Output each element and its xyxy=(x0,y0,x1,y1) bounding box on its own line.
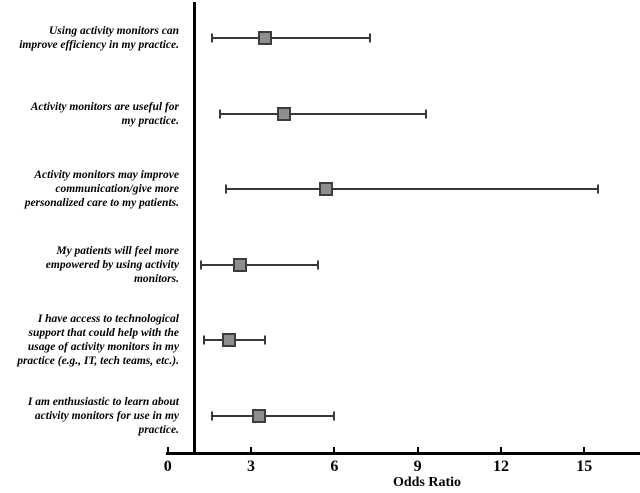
odds-ratio-marker xyxy=(233,258,247,272)
x-axis-tick xyxy=(417,447,419,452)
x-axis-tick-label: 3 xyxy=(247,458,255,475)
ci-whisker xyxy=(201,264,318,266)
ci-cap-high xyxy=(264,336,266,345)
ci-cap-high xyxy=(369,34,371,43)
ci-cap-low xyxy=(203,336,205,345)
ci-cap-low xyxy=(225,185,227,194)
x-axis-tick-label: 15 xyxy=(576,458,593,475)
x-axis-tick-label: 9 xyxy=(413,458,422,475)
row-label: I am enthusiastic to learn about activity monitors for use in my practice. xyxy=(27,396,179,436)
ci-cap-high xyxy=(425,109,427,118)
ci-cap-high xyxy=(597,185,599,194)
odds-ratio-marker xyxy=(277,107,291,121)
odds-ratio-marker xyxy=(252,409,266,423)
row-label: Activity monitors may improve communication/give more personalized care to my patients. xyxy=(24,169,179,210)
ci-whisker xyxy=(212,37,370,39)
ci-whisker xyxy=(212,415,334,417)
row-label: Using activity monitors can improve efficiency in my practice. xyxy=(19,25,179,51)
x-axis-title: Odds Ratio xyxy=(392,475,462,490)
ci-whisker xyxy=(226,188,598,190)
x-axis-tick xyxy=(167,447,169,452)
row-label: My patients will feel more empowered by using activity monitors. xyxy=(45,244,179,285)
row-label: I have access to technological support that could help with the usage of activity monitors in my practice (e.g., IT, tech teams, etc.). xyxy=(17,313,179,368)
ci-cap-high xyxy=(317,260,319,269)
x-axis-tick xyxy=(583,447,585,452)
row-label: Activity monitors are useful for my practice. xyxy=(30,100,179,127)
ci-cap-high xyxy=(333,412,335,421)
reference-line-or1 xyxy=(193,2,196,455)
x-axis-tick xyxy=(250,447,252,452)
odds-ratio-marker xyxy=(222,333,236,347)
ci-cap-low xyxy=(211,412,213,421)
x-axis-tick xyxy=(333,447,335,452)
x-axis-line xyxy=(166,452,640,455)
x-axis-tick-label: 0 xyxy=(163,458,172,475)
x-axis-tick xyxy=(500,447,502,452)
ci-cap-low xyxy=(200,260,202,269)
ci-whisker xyxy=(220,113,425,115)
odds-ratio-marker xyxy=(258,31,272,45)
odds-ratio-marker xyxy=(319,182,333,196)
x-axis-tick-label: 12 xyxy=(492,458,509,475)
ci-cap-low xyxy=(211,34,213,43)
x-axis-tick-label: 6 xyxy=(330,458,339,475)
ci-cap-low xyxy=(219,109,221,118)
